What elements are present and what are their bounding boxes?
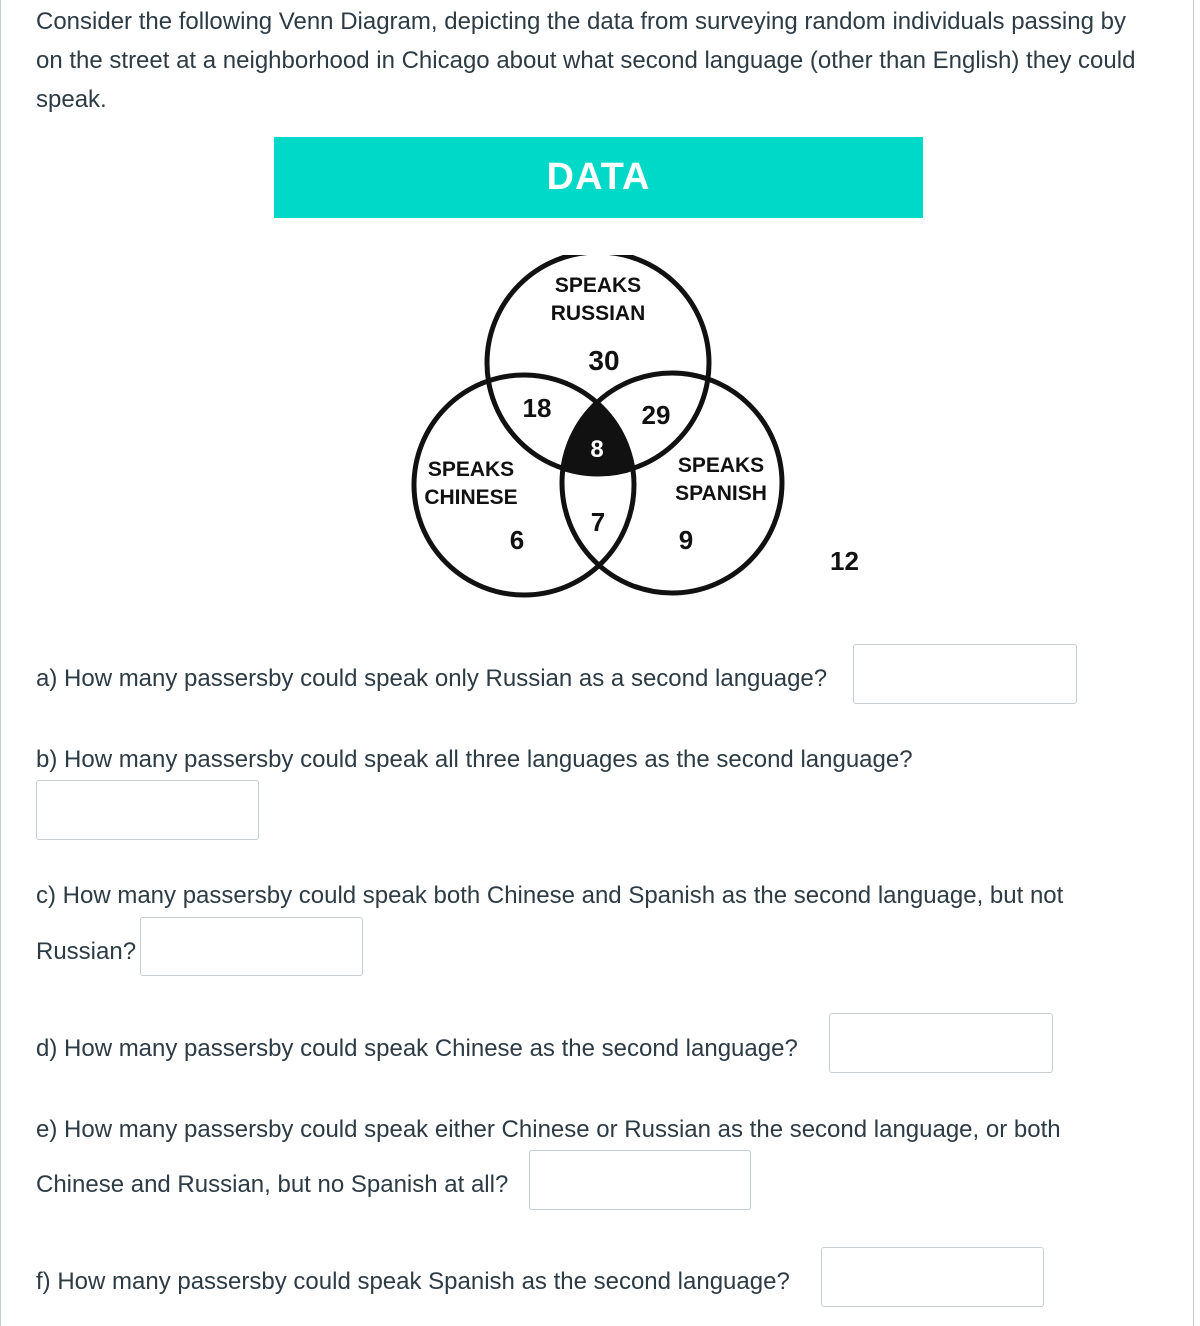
venn-diagram <box>400 255 800 605</box>
question-intro: Consider the following Venn Diagram, depicting the data from surveying random individuals passing by on the street at a neighborhood in Chicago about what second language (other than English) they could speak. <box>36 8 1136 113</box>
chinese-label-line1: SPEAKS <box>427 458 515 481</box>
question-c-line1: c) How many passersby could speak both Chinese and Spanish as the second language, but not <box>36 882 1064 909</box>
chinese-spanish-count: 7 <box>590 507 606 537</box>
spanish-label-line1: SPEAKS <box>677 454 765 477</box>
answer-b-input[interactable] <box>36 780 259 840</box>
answer-d-input[interactable] <box>829 1013 1053 1073</box>
answer-f-input[interactable] <box>821 1247 1044 1307</box>
answer-c-input[interactable] <box>140 917 363 976</box>
question-d: d) How many passersby could speak Chinese as the second language? <box>36 1035 798 1062</box>
banner-title: DATA <box>546 156 651 198</box>
russian-only-count: 30 <box>588 345 620 376</box>
answer-a-input[interactable] <box>853 644 1077 704</box>
question-f: f) How many passersby could speak Spanish as the second language? <box>36 1268 790 1295</box>
russian-label-line1: SPEAKS <box>554 274 642 297</box>
spanish-label-line2: SPANISH <box>675 482 767 505</box>
question-e-line1: e) How many passersby could speak either Chinese or Russian as the second language, or both <box>36 1116 1061 1143</box>
spanish-only-count: 9 <box>678 525 694 555</box>
chinese-only-count: 6 <box>509 525 525 555</box>
data-banner <box>274 137 923 218</box>
question-e-line2: Chinese and Russian, but no Spanish at all? <box>36 1171 509 1198</box>
russian-label-line2: RUSSIAN <box>550 302 646 325</box>
question-b: b) How many passersby could speak all three languages as the second language? <box>36 746 913 773</box>
russian-spanish-count: 29 <box>641 400 671 430</box>
answer-e-input[interactable] <box>529 1150 751 1210</box>
chinese-label-line2: CHINESE <box>424 486 518 509</box>
outside-none-count: 12 <box>830 546 859 576</box>
all-three-count: 8 <box>590 436 604 463</box>
chinese-russian-count: 18 <box>522 393 552 423</box>
question-a: a) How many passersby could speak only Russian as a second language? <box>36 665 828 692</box>
question-c-line2: Russian? <box>36 938 137 965</box>
